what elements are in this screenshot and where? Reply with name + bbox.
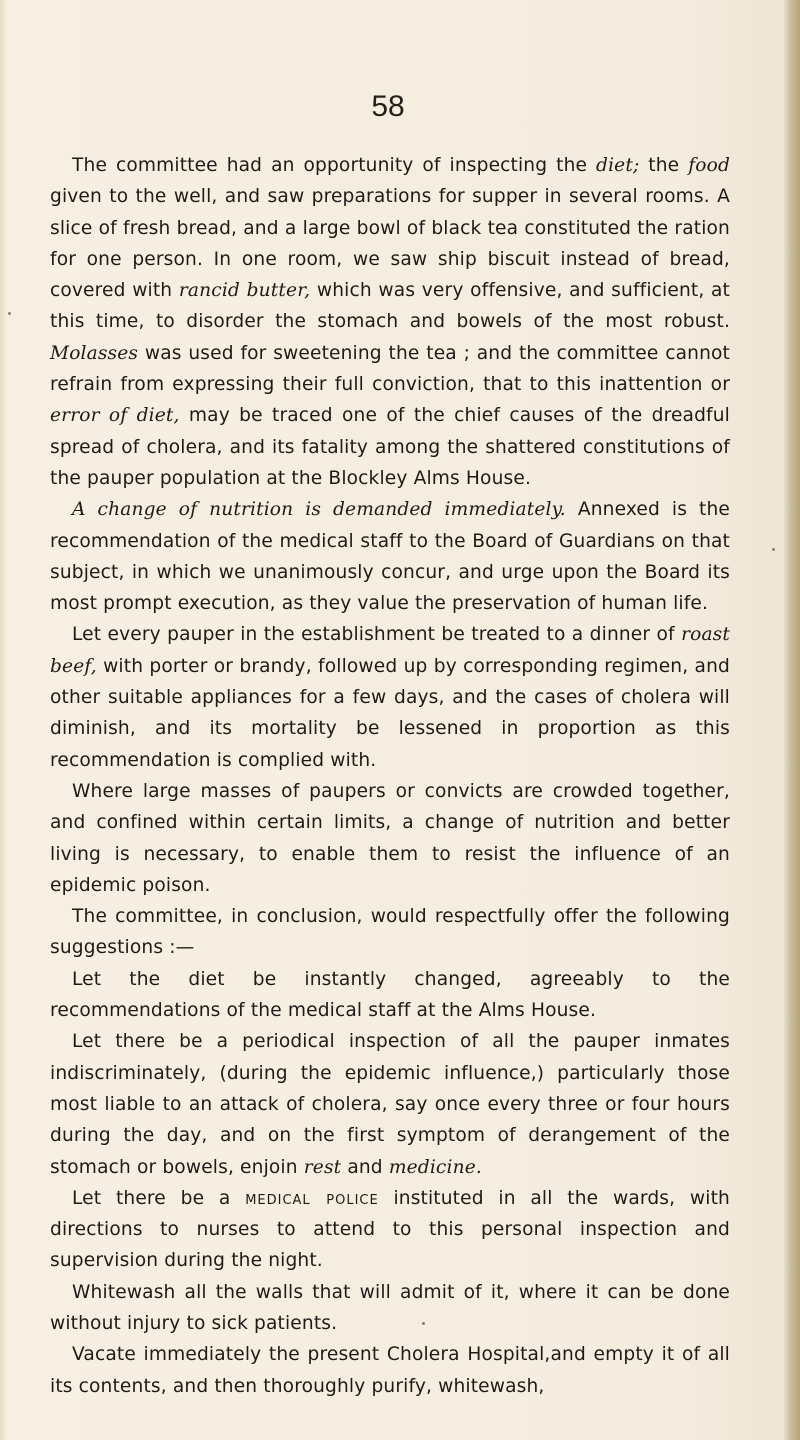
emphasis-diet: diet;	[596, 155, 640, 176]
paper-speck	[422, 1322, 425, 1325]
emphasis-molasses: Molasses	[50, 342, 139, 364]
paragraph-change-of-nutrition: A change of nutrition is demanded immediately. Annexed is the recommendation of the medical staff to the Board of Guardians on that subject, in which we unanimously concur, and urge upon the Board its most prompt execution, as they value the preservation of human life.	[50, 499, 730, 615]
paragraph-whitewash: Whitewash all the walls that will admit of it, where it can be done without injury to sick patients.	[50, 1281, 730, 1334]
emphasis-medicine: medicine.	[388, 1156, 482, 1178]
paragraph-periodical-inspection: Let there be a periodical inspection of all the pauper inmates indiscriminately, (during the epidemic influence,) particularly those most liable to an attack of cholera, say once every three or four hours during the day, and on the first symptom of derangement of the stomach or bowels, enjoin rest and medicine.	[50, 1031, 730, 1178]
page-right-edge	[784, 0, 800, 1440]
paragraph-vacate-hospital: Vacate immediately the present Cholera Hospital,and empty it of all its contents, and then thoroughly purify, whitewash,	[50, 1344, 730, 1397]
paper-speck	[772, 548, 775, 551]
paper-speck	[8, 312, 11, 315]
emphasis-medical-police: medical police	[245, 1187, 379, 1209]
body-text	[50, 150, 730, 1402]
page-number: 58	[371, 90, 405, 123]
paragraph-medical-police: Let there be a medical police instituted in all the wards, with directions to nurses to attend to this personal inspection and supervision during the night.	[50, 1187, 730, 1272]
emphasis-roast-beef: roast beef,	[50, 624, 730, 677]
emphasis-error-of-diet: error of diet,	[50, 405, 180, 427]
page-left-edge	[0, 0, 6, 1440]
emphasis-rancid-butter: rancid butter,	[178, 280, 311, 302]
paragraph-diet-inspection: The committee had an opportunity of inspecting the diet; the food given to the well, and saw preparations for supper in several rooms. A slice of fresh bread, and a large bowl of black tea constituted the ration for one person. In one room, we saw ship biscuit instead of bread, covered with rancid butter, which was very offensive, and sufficient, at this time, to disorder the stomach and bowels of the most robust. Molasses was used for sweetening the tea ; and the committee cannot refrain from expressing their full conviction, that to this inattention or error of diet, may be traced one of the chief causes of the dreadful spread of cholera, and its fatality among the shattered constitutions of the pauper population at the Blockley Alms House.	[50, 155, 730, 489]
emphasis-change-of-nutrition: A change of nutrition is demanded immediately.	[72, 499, 566, 521]
paragraph-masses-of-paupers: Where large masses of paupers or convicts are crowded together, and confined within certain limits, a change of nutrition and better living is necessary, to enable them to resist the influence of an epidemic poison.	[50, 780, 730, 896]
emphasis-food: food	[688, 155, 730, 176]
paragraph-diet-changed: Let the diet be instantly changed, agreeably to the recommendations of the medical staff at the Alms House.	[50, 968, 730, 1022]
emphasis-rest: rest	[303, 1156, 342, 1178]
paragraph-suggestions-intro: The committee, in conclusion, would respectfully offer the following suggestions :—	[50, 906, 730, 959]
paragraph-roast-beef: Let every pauper in the establishment be treated to a dinner of roast beef, with porter or brandy, followed up by corresponding regimen, and other suitable appliances for a few days, and the cases of cholera will diminish, and its mortality be lessened in proportion as this recommendation is complied with.	[50, 624, 730, 771]
